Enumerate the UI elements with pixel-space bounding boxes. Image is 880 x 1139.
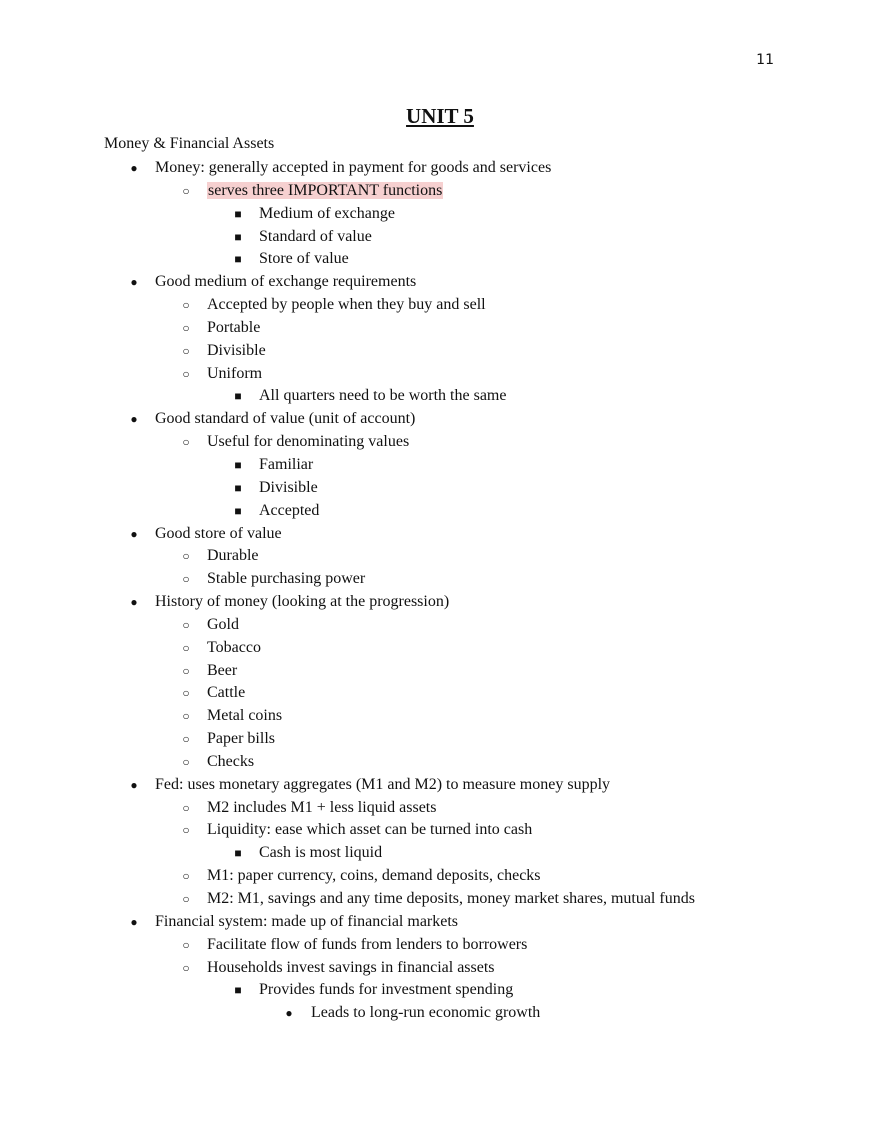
list-item — [0, 317, 880, 340]
list-item — [0, 408, 880, 431]
list-item — [0, 1002, 880, 1025]
bullet-icon: ○ — [182, 617, 190, 632]
bullet-icon: ○ — [182, 343, 190, 358]
list-item-text: Familiar — [259, 455, 314, 473]
list-item — [0, 363, 880, 386]
list-item — [0, 865, 880, 888]
list-item-text: Fed: uses monetary aggregates (M1 and M2) to measure money supply — [155, 775, 611, 793]
bullet-icon: ○ — [182, 732, 190, 747]
bullet-icon: ● — [130, 914, 138, 929]
list-item-text: Standard of value — [259, 227, 372, 245]
bullet-icon: ○ — [182, 800, 190, 815]
list-item — [0, 248, 880, 271]
list-item-text: Accepted by people when they buy and sell — [207, 296, 486, 314]
bullet-icon: ■ — [234, 457, 242, 472]
list-item-text: All quarters need to be worth the same — [259, 387, 507, 405]
list-item-text: Metal coins — [207, 707, 283, 725]
bullet-icon: ○ — [182, 754, 190, 769]
list-item-text: Facilitate flow of funds from lenders to borrowers — [207, 935, 528, 953]
list-item — [0, 979, 880, 1002]
bullet-icon: ● — [130, 275, 138, 290]
bullet-icon: ○ — [182, 572, 190, 587]
list-item-text: Medium of exchange — [259, 204, 395, 222]
list-item — [0, 774, 880, 797]
list-item-text: Accepted — [259, 501, 320, 519]
bullet-icon: ■ — [234, 846, 242, 861]
bullet-icon: ● — [130, 161, 138, 175]
bullet-icon: ○ — [182, 640, 190, 655]
list-item — [0, 934, 880, 957]
bullet-icon: ■ — [234, 389, 242, 404]
list-item-text: Financial system: made up of financial markets — [155, 912, 459, 930]
bullet-icon: ○ — [182, 366, 190, 381]
bullet-icon: ● — [285, 1006, 293, 1021]
list-item-text: Leads to long-run economic growth — [311, 1004, 541, 1022]
list-item — [0, 545, 880, 568]
list-item-text: M2 includes M1 + less liquid assets — [207, 798, 437, 816]
list-item — [0, 294, 880, 317]
list-item — [0, 454, 880, 477]
bullet-icon: ○ — [182, 686, 190, 701]
list-item-text: M1: paper currency, coins, demand deposits, checks — [207, 867, 541, 885]
bullet-icon: ■ — [234, 206, 242, 221]
bullet-icon: ■ — [234, 503, 242, 518]
list-item — [0, 477, 880, 500]
list-item — [0, 385, 880, 408]
list-item-text: History of money (looking at the progression) — [155, 593, 450, 611]
list-item-text: Good standard of value (unit of account) — [155, 410, 416, 428]
bullet-icon: ● — [130, 412, 138, 427]
bullet-icon: ■ — [234, 480, 242, 495]
list-item-text: Tobacco — [207, 638, 261, 656]
list-item — [0, 614, 880, 637]
bullet-icon: ● — [130, 526, 138, 541]
list-item — [0, 797, 880, 820]
list-item-text: Households invest savings in financial assets — [207, 958, 495, 976]
list-item — [0, 226, 880, 249]
bullet-icon: ■ — [234, 252, 242, 267]
outline-list — [0, 157, 880, 1025]
bullet-icon: ■ — [234, 229, 242, 244]
list-item-text: Liquidity: ease which asset can be turned into cash — [207, 821, 533, 839]
list-item — [0, 180, 880, 203]
bullet-icon: ○ — [182, 892, 190, 906]
list-item — [0, 340, 880, 363]
list-item — [0, 568, 880, 591]
list-item — [0, 842, 880, 865]
list-item — [0, 705, 880, 728]
page-title: UNIT 5 — [406, 104, 474, 128]
list-item-text: Money: generally accepted in payment for goods and services — [155, 159, 552, 176]
bullet-icon: ○ — [182, 937, 190, 952]
list-item-text: Divisible — [259, 478, 318, 496]
list-item — [0, 523, 880, 546]
list-item-text: Checks — [207, 752, 255, 770]
list-item-text: Cash is most liquid — [259, 844, 383, 862]
list-item — [0, 500, 880, 523]
page-number: 11 — [756, 52, 774, 68]
list-item-text: Gold — [207, 615, 239, 633]
list-item-text: Uniform — [207, 364, 263, 382]
bullet-icon: ○ — [182, 709, 190, 724]
list-item-text: Good store of value — [155, 524, 282, 542]
bullet-icon: ○ — [182, 435, 190, 450]
bullet-icon: ○ — [182, 823, 190, 838]
bullet-icon: ○ — [182, 320, 190, 335]
list-item-text: M2: M1, savings and any time deposits, money market shares, mutual funds — [207, 890, 695, 907]
list-item — [0, 819, 880, 842]
list-item-text: Portable — [207, 318, 261, 336]
list-item-text: Stable purchasing power — [207, 570, 366, 588]
list-item — [0, 957, 880, 980]
list-item-text: Good medium of exchange requirements — [155, 273, 417, 291]
list-item — [0, 637, 880, 660]
bullet-icon: ● — [130, 595, 138, 610]
list-item — [0, 682, 880, 705]
list-item-text: Divisible — [207, 341, 266, 359]
list-item-text: Store of value — [259, 250, 349, 268]
list-item — [0, 911, 880, 934]
list-item — [0, 751, 880, 774]
list-item — [0, 591, 880, 614]
list-item — [0, 888, 880, 911]
list-item — [0, 271, 880, 294]
list-item-text: Useful for denominating values — [207, 433, 410, 451]
section-heading: Money & Financial Assets — [104, 135, 275, 152]
bullet-icon: ○ — [182, 869, 190, 884]
list-item-text: Durable — [207, 547, 259, 565]
list-item — [0, 660, 880, 683]
list-item-text: Provides funds for investment spending — [259, 981, 514, 999]
list-item — [0, 157, 880, 180]
highlighted-text: serves three IMPORTANT functions — [208, 181, 443, 199]
list-item — [0, 203, 880, 226]
bullet-icon: ○ — [182, 960, 190, 975]
list-item-text — [207, 180, 443, 203]
list-item-text: Cattle — [207, 684, 246, 702]
list-item — [0, 431, 880, 454]
bullet-icon: ○ — [182, 663, 190, 678]
list-item-text: Paper bills — [207, 730, 275, 748]
list-item — [0, 728, 880, 751]
bullet-icon: ○ — [182, 549, 190, 564]
bullet-icon: ■ — [234, 983, 242, 998]
list-item-text: Beer — [207, 661, 238, 679]
bullet-icon: ● — [130, 777, 138, 792]
bullet-icon: ○ — [182, 298, 190, 313]
bullet-icon: ○ — [182, 183, 190, 198]
